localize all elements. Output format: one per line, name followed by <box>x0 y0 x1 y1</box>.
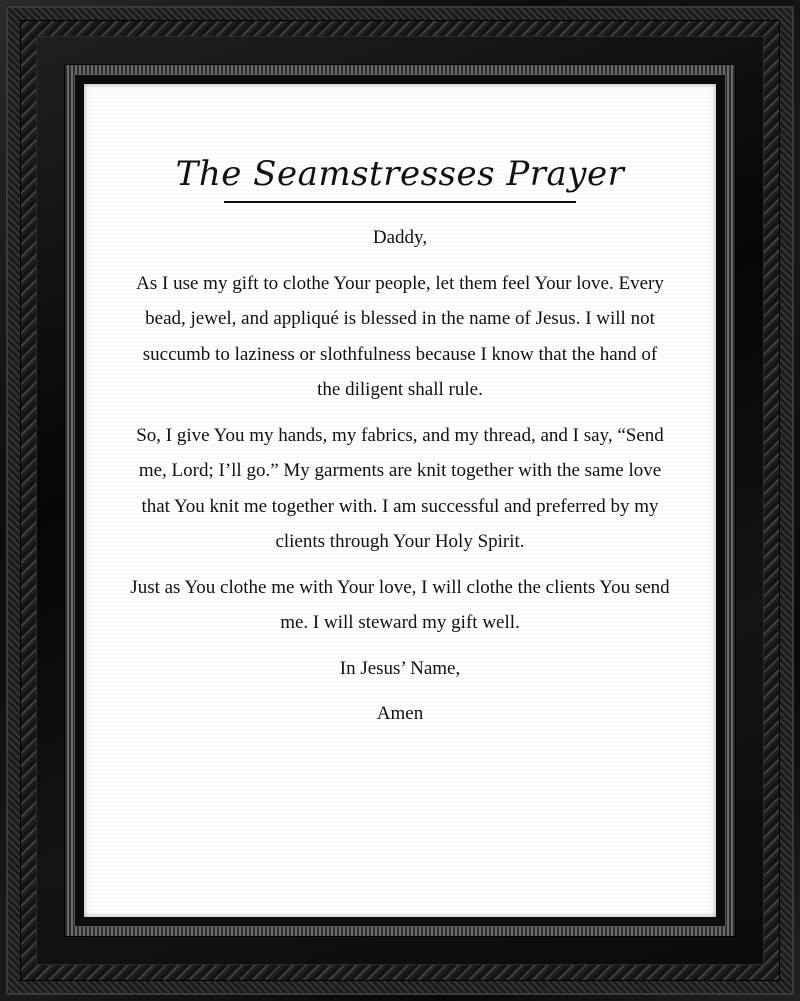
prayer-body <box>130 220 670 742</box>
salutation: Daddy, <box>372 227 428 248</box>
prayer-paragraph-3: Just as You clothe me with Your love, I will clothe the clients You send me. I will steward my gift well. <box>130 576 670 633</box>
prayer-paragraph-2: So, I give You my hands, my fabrics, and my thread, and I say, “Send me, Lord; I’ll go.” My garments are knit together with the same love that You knit me together with. I am successful and preferred by my clients through Your Holy Spirit. <box>136 424 664 552</box>
prayer-title: The Seamstresses Prayer <box>175 154 625 194</box>
title-underline <box>224 201 576 203</box>
prayer-paragraph-1: As I use my gift to clothe Your people, let them feel Your love. Every bead, jewel, and appliqué is blessed in the name of Jesus. I will not succumb to laziness or slothfulness because I know that the hand of the diligent shall rule. <box>136 272 664 400</box>
prayer-sheet <box>84 84 716 917</box>
amen: Amen <box>376 703 424 724</box>
closing: In Jesus’ Name, <box>339 657 461 679</box>
